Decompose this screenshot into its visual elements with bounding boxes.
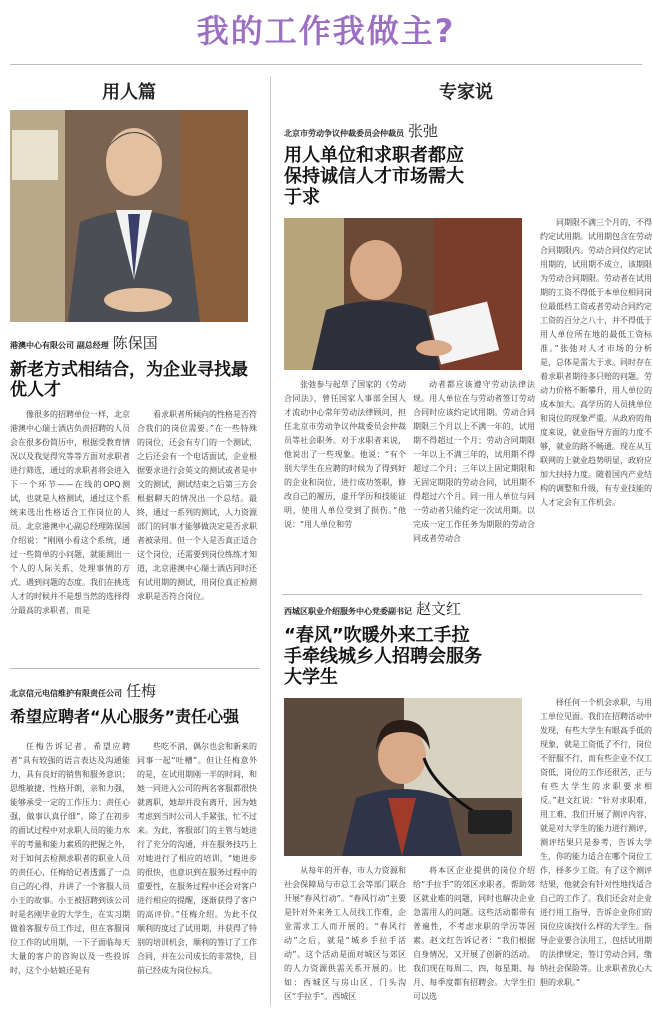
banner-divider — [10, 64, 642, 65]
ren-name: 任梅 — [126, 682, 157, 700]
zhang-photo — [284, 218, 522, 370]
zhang-headline: 用人单位和求职者都应保持诚信人才市场需大于求 — [284, 145, 464, 209]
zhao-body-col1: 从每年的开春，市人力资源和社会保障局与市总工会等部门联合开展“春风行动”。“春风行动”主要是针对外来务工人员找工作难，企业需求工人而开展的。“春风行动”之后，就是“城乡手拉手活动”。这个活动是面对城区与郊区的人力资源供需关系开展的。比如：西城区与房山区、门头沟区“手拉手”。西城区 — [284, 866, 406, 1001]
zhao-body-col2: 将本区企业提供的岗位介绍给“手拉手”的郊区求职者，帮助郊区就业难的问题，同时也解决企业急需用人的问题。这些活动都带有普遍性，不考虑求职的学历等因素。赵文红告诉记者：“我们根据自身情况，又开展了创新的活动。我们现在每周二、四，每星期、每月、每季度都有招聘会。大学生们可以选 — [413, 866, 535, 1001]
banner-title: 我的工作我做主? — [196, 12, 456, 50]
zhang-body-col3: 同期限不满三个月的，不得约定试用期。试用期包含在劳动合同期限内。劳动合同仅约定试用期的，试用期不成立，该期限为劳动合同期限。劳动者在试用期的工资不得低于本单位相同岗位最低档工资或者劳动合同约定工资的百分之八十，并不得低于用人单位所在地的最低工资标准。”张弛对人才市场的分析是，总体是需大于求。同时存在着求职者期待多只赔的问题。劳动力价格不断攀升，用人单位的成本加大。高学历的人员挑单位和岗位的现象严重。从政府的角度来说，就业指导方面的力度不够，就业的路不畅通。现在从互联网的上就业趋势明显，政府应加大扶持力度。随着国内产业结构的调整和升级，有专业技能的人才定会有工作机会。 — [540, 218, 652, 507]
chen-name: 陈保国 — [112, 334, 158, 352]
chen-body-col2: 看求职者所倾向的性格是否符合我们的岗位需要。”在一些特殊的岗位，还会有专门的一个测试，之后还会有一个电话面试，企业根据要求进行会英文的测试或者是中文的测试，测试结束之后第三方会根据聊天的情况出一个总结。最终，通过一系列的测试，人力资源部门的同事才能够做决定是否求职者被录用。但一个人是否真正适合这个岗位，还需要到岗位练练才知道，北京港澳中心瑞士酒店同时还有试用期的测试，用岗位真正检测求职是否符合岗位。 — [137, 410, 257, 601]
section-head-employer: 用人篇 — [102, 82, 156, 103]
zhang-name: 张弛 — [408, 122, 439, 140]
zhao-headline: “春风”吹暖外来工手拉手牵线城乡人招聘会服务大学生 — [284, 625, 482, 689]
section-head-expert: 专家说 — [439, 82, 493, 103]
chen-headline: 新老方式相结合，为企业寻找最优人才 — [10, 360, 248, 401]
ren-body-col1: 任梅告诉记者，希望应聘者“具有较强的语言表达及沟通能力，具有良好的销售和服务意识；思维敏捷、性格开朗，亲和力强，能够承受一定的工作压力；责任心强，做事认真仔细”。除了在初步的面试过程中对求职人员的能力水平的考量和能力素质的把握之外，对于如何去检测求职者的职业人员的责任心，任梅给记者透露了一点自己的心得，并讲了一个客服人员小王的故事。小王被招聘到该公司时是名刚毕业的大学生，在实习期做着客服专员工作过，但在客服岗位工作的试用期，一下子面临每天大量的客户的咨询以及一些投诉时，这个小姑娘还是有 — [10, 742, 130, 975]
chen-body-col1: 像很多的招聘单位一样，北京港澳中心瑞士酒店负责招聘的人员会在很多份简历中，根据受教育情况以及我觉得究等等方面对求职者进行筛选，通过的求职者将会进入下一个环节——在线的OPQ测试，也就是人格测试，通过这个系统来选出性格适合工作岗位的人员。北京港澳中心副总经理陈保国介绍说：“刚刚小看这个系统，通过一些简单的小问题，就能测出一个人的人际关系、处理事情的方式、遇到问题的态度。我们在挑选人才的时候并不是想当然的选择得分最高的求职者，而是 — [10, 410, 130, 615]
banner — [0, 0, 652, 64]
zhang-body-col1: 张弛参与起草了国家的《劳动合同法》，曾任国家人事部全国人才流动中心常年劳动法律顾问，担任北京市劳动争议仲裁委员会仲裁员等社会职务。对于求职者来说，他说出了一些现象。他说：“有个别大学生在应聘的时候为了得到好的企业和岗位，进行成功签职，修改自己的履历，虚开学历和技能证明，使用人单位受到了损伤。”他说：“用人单位和劳 — [284, 380, 406, 529]
zhang-byline — [284, 120, 438, 141]
chen-photo — [10, 110, 248, 322]
left-divider — [10, 668, 260, 669]
column-divider — [270, 76, 271, 1006]
zhao-body-col3: 择任何一个机会求职，与用工单位见面。我们在招聘活动中发现，有些大学生有眼高手低的现象，就是工资低了不行，岗位不舒服不行，而有些企业不仅工资低，岗位的工作还很苦，正与有些大学生的求职要求相反。”赵文红说：“针对求职难，用工难，我们开展了测评内容，就是对大学生的能力进行测评，测评结果只是参考，告诉大学生，你的能力适合在哪个岗位工作，择多少工资。有了这个测评结果，他就会有针对性地找适合自己的工作了。我们还会对企业进行用工指导，告诉企业你们的岗位应该找什么样的大学生。指导企业要合法用工，包括试用期的法律规定，签订劳动合同，缴纳社会保险等。让求职者放心大胆的求职。” — [540, 698, 652, 987]
zhao-name: 赵文红 — [416, 600, 462, 618]
zhao-title: 西城区职业介绍服务中心党委副书记 — [284, 607, 412, 616]
ren-title: 北京信元电信维护有限责任公司 — [10, 689, 122, 698]
zhao-byline — [284, 598, 461, 619]
zhao-photo — [284, 698, 522, 856]
ren-byline — [10, 680, 156, 701]
zhang-body-col2: 动者都应该遵守劳动法律法规。用人单位在与劳动者签订劳动合同时应该约定试用期。劳动合同期限三个月以上不满一年的，试用期不得超过一个月；劳动合同期限一年以上不满三年的，试用期不得超过二个月；三年以上固定期限和无固定期限的劳动合同，试用期不得超过六个月。同一用人单位与同一劳动者只能约定一次试用期。以完成一定工作任务为期限的劳动合同或者劳动合 — [413, 380, 535, 543]
chen-byline — [10, 332, 158, 353]
ren-headline: 希望应聘者“从心服务”责任心强 — [10, 707, 240, 726]
chen-title: 港澳中心有限公司 副总经理 — [10, 341, 109, 350]
ren-body-col2: 些吃不消，偶尔也会和新来的同事一起“吐槽”。但让任梅意外的是，在试用期刚一半的时间，和她一同进入公司的两名客服都很快就离职，她却并没有离开，因为她考虑到当时公司人手紧张，忙不过来。为此，客服部门的主管与她进行了充分的沟通，并在服务技巧上对她进行了相应的培训，“她进步的很快，也意识到在服务过程中的重要性，在服务过程中还会对客户进行相应的提醒，逐渐获得了客户的高评价。”任梅介绍。为此不仅顺利的度过了试用期，并获得了特别的培训机会，顺利的签订了工作合同，并在公司成长的非常快，目前已经成为岗位标兵。 — [137, 742, 257, 975]
zhang-title: 北京市劳动争议仲裁委员会仲裁员 — [284, 129, 404, 138]
right-divider — [282, 594, 642, 595]
